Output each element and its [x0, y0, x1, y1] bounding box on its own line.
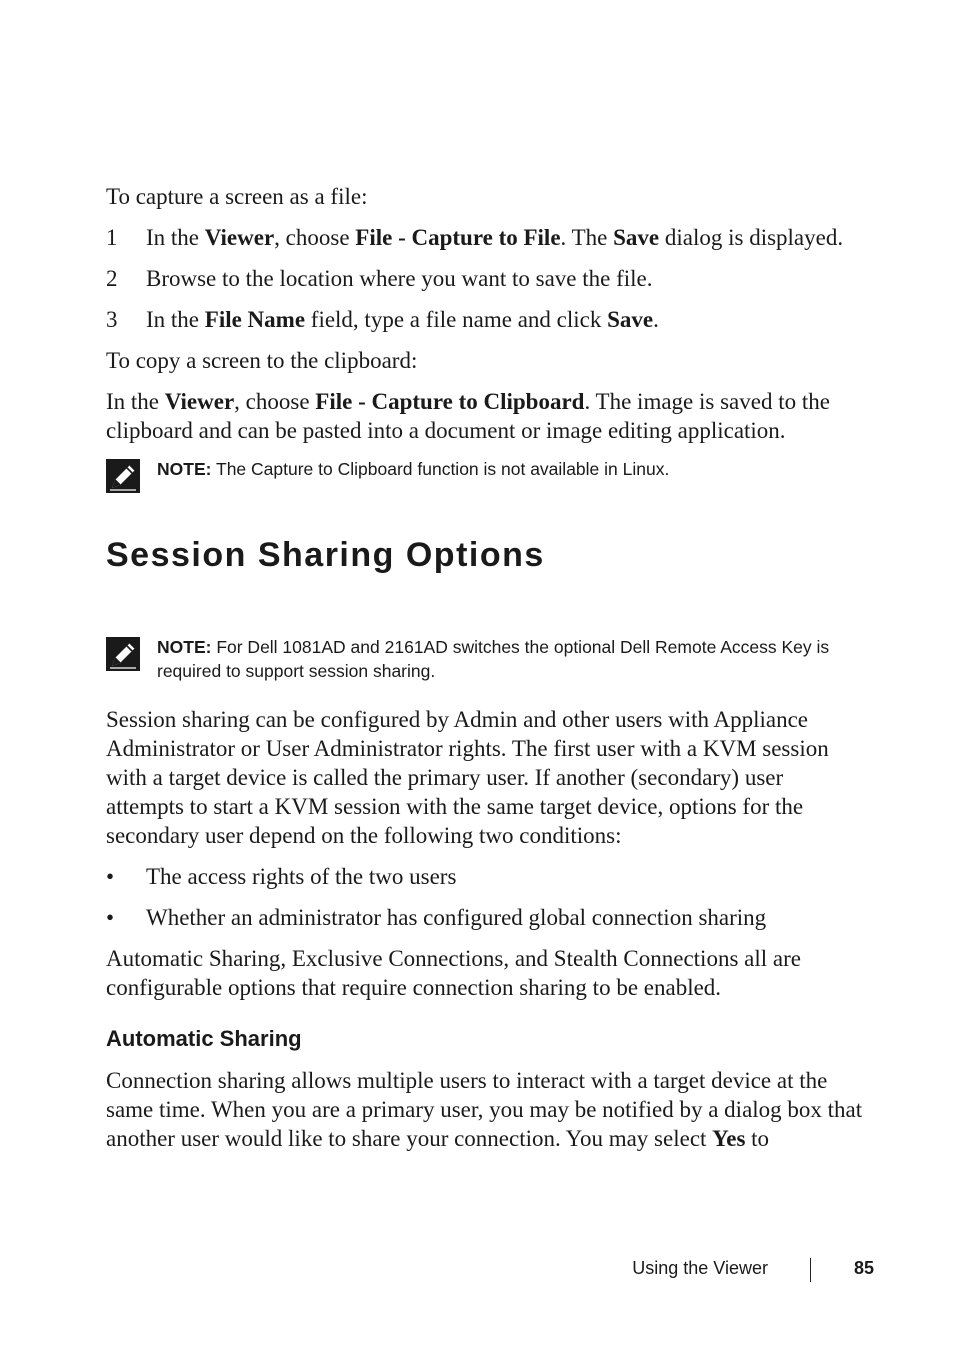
text-run: In the	[106, 389, 165, 414]
text-run: In the	[146, 225, 205, 250]
bullet-glyph: •	[106, 905, 115, 930]
ui-term: File - Capture to Clipboard	[315, 389, 585, 414]
text-run: Connection sharing allows multiple users to interact with a target device at the same time. When you are a primary user, you may be notified by a dialog box that another user would like to share your connection. You may select	[106, 1068, 863, 1151]
note-clipboard-linux	[106, 457, 866, 493]
session-sharing-paragraph: Session sharing can be configured by Admin and other users with Appliance Administrator or User Administrator rights. The first user with a KVM session with a target device is called the primary user. If another (secondary) user attempts to start a KVM session with the same target device, options for the secondary user depend on the following two conditions:	[106, 707, 829, 848]
step-number: 3	[106, 307, 118, 332]
step-text	[146, 223, 866, 252]
text-run: .	[653, 307, 659, 332]
step-item	[106, 264, 866, 293]
text-run: , choose	[274, 225, 356, 250]
pencil-note-icon	[106, 459, 140, 493]
clipboard-paragraph	[106, 387, 866, 445]
ui-term: Save	[607, 307, 654, 332]
text-run: , choose	[234, 389, 316, 414]
ui-term: Viewer	[164, 389, 235, 414]
text-run: field, type a file name and click	[305, 307, 608, 332]
automatic-sharing-paragraph	[106, 1066, 866, 1153]
text-run: . The image is saved to the clipboard and can be pasted into a document or image editing application.	[106, 389, 830, 443]
page-footer	[0, 1258, 954, 1284]
footer-section-title: Using the Viewer	[632, 1258, 768, 1278]
ui-term: Viewer	[204, 225, 275, 250]
page-content	[106, 182, 866, 1153]
page-number: 85	[854, 1258, 875, 1278]
conditions-bullet-list	[106, 862, 866, 932]
pencil-note-icon	[106, 637, 140, 671]
note-text: The Capture to Clipboard function is not available in Linux.	[211, 459, 670, 479]
ui-term: Yes	[712, 1126, 746, 1151]
clipboard-intro: To copy a screen to the clipboard:	[106, 348, 418, 373]
text-run: . The	[560, 225, 614, 250]
footer-separator	[810, 1258, 811, 1282]
note-label: NOTE:	[157, 459, 212, 479]
step-item	[106, 305, 866, 334]
step-number: 2	[106, 266, 118, 291]
bullet-item	[106, 903, 866, 932]
bullet-item	[106, 862, 866, 891]
bullet-glyph: •	[106, 864, 115, 889]
note-label: NOTE:	[157, 637, 212, 657]
text-run: to	[745, 1126, 770, 1151]
text-run: dialog is displayed.	[659, 225, 844, 250]
capture-file-intro: To capture a screen as a file:	[106, 184, 368, 209]
note-text: For Dell 1081AD and 2161AD switches the optional Dell Remote Access Key is required to support session sharing.	[157, 637, 830, 681]
options-paragraph: Automatic Sharing, Exclusive Connections, and Stealth Connections all are configurable options that require connection sharing to be enabled.	[106, 946, 801, 1000]
ui-term: File - Capture to File	[355, 225, 561, 250]
note-remote-access-key	[106, 635, 866, 683]
bullet-text: Whether an administrator has configured global connection sharing	[146, 905, 767, 930]
step-text	[146, 305, 866, 334]
ui-term: Save	[613, 225, 660, 250]
capture-steps-list	[106, 223, 866, 334]
section-heading: Session Sharing Options	[106, 536, 545, 574]
text-run: In the	[146, 307, 205, 332]
bullet-text: The access rights of the two users	[146, 864, 457, 889]
step-text	[146, 264, 866, 293]
step-item	[106, 223, 866, 252]
ui-term: File Name	[204, 307, 306, 332]
subsection-heading: Automatic Sharing	[106, 1026, 302, 1051]
text-run: Browse to the location where you want to save the file.	[146, 266, 653, 291]
step-number: 1	[106, 225, 118, 250]
